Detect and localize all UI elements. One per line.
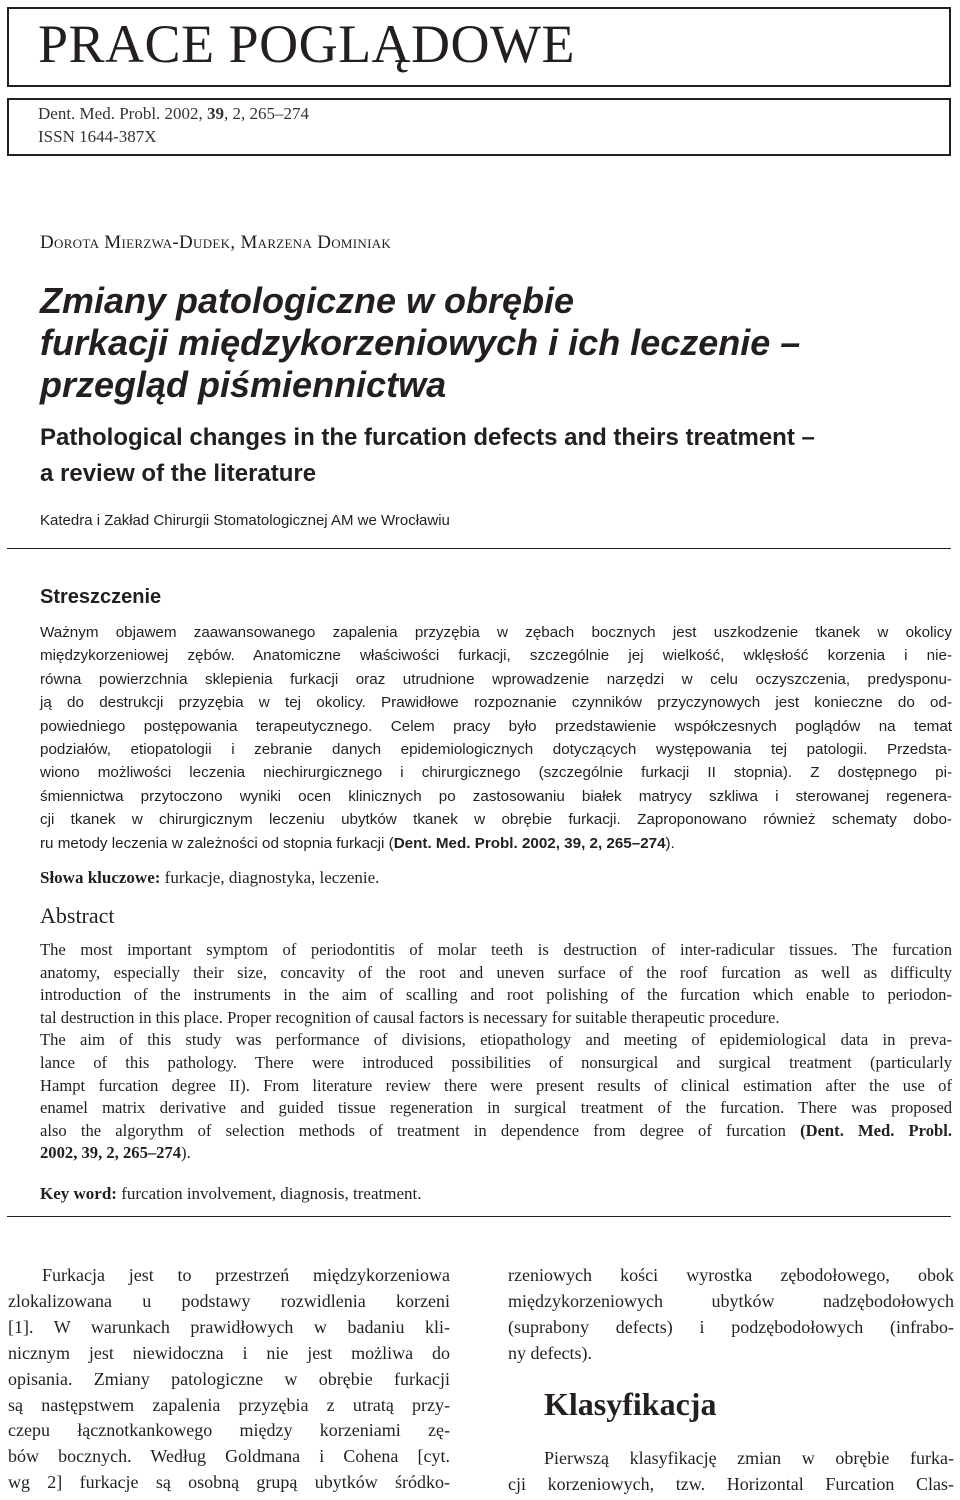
body-line: cji korzeniowych, tzw. Horizontal Furcation Clas- <box>508 1473 954 1494</box>
title-pl-line: Zmiany patologiczne w obrębie <box>40 280 575 321</box>
streszczenie-line: powiedniego postępowania terapeutycznego. Celem pracy było przedstawienie współczesnych poglądów na temat <box>40 717 952 735</box>
authors: Dorota Mierzwa-Dudek, Marzena Dominiak <box>40 232 392 253</box>
keywords-label: Słowa kluczowe: <box>40 868 161 887</box>
citation-suffix: , 2, 265–274 <box>224 104 310 123</box>
body-line: Furkacja jest to przestrzeń międzykorzeniowa <box>42 1265 450 1285</box>
line9-text: also the algorythm of selection methods of treatment in dependence from degree of furcation <box>40 1120 801 1140</box>
streszczenie-line: wiono możliwości leczenia niechirurgicznego i chirurgicznego (szczególnie furkacji II stopnia). Z dostępnego pi- <box>40 764 952 782</box>
body-line: bów bocznych. Według Goldmana i Cohena [cyt. <box>8 1446 450 1467</box>
title-en-line: a review of the literature <box>40 460 317 487</box>
body-line: (suprabony defects) i podzębodołowych (infrabo- <box>508 1316 954 1337</box>
streszczenie-last-line <box>40 832 952 855</box>
line10-citation: 2002, 39, 2, 265–274 <box>40 1143 182 1163</box>
body-line: czepu łącznotkankowego między korzeniami zę- <box>8 1420 450 1441</box>
body-line: rzeniowych kości wyrostka zębodołowego, obok <box>508 1265 954 1285</box>
body-line: wg 2] furkacje są osobną grupą ubytków śródko- <box>8 1472 450 1493</box>
abstract-line: tal destruction in this place. Proper recognition of causal factors is necessary for suitable therapeutic procedure. <box>40 1007 780 1027</box>
title-pl-line: furkacji międzykorzeniowych i ich leczenie – <box>40 322 801 363</box>
abstract-line: anatomy, especially their size, concavity of the root and uneven surface of the roof furcation as well as difficulty <box>40 962 952 982</box>
body-line: międzykorzeniowych ubytków nadzębodołowych <box>508 1290 954 1311</box>
journal-citation <box>38 104 309 124</box>
streszczenie-line: ją do destrukcji przyzębia w tej okolicy. Prawidłowe rozpoznanie czynników przyczynowych jest konieczne do od- <box>40 694 952 712</box>
body-right-column-continued <box>508 1446 954 1498</box>
keywords-values: furkacje, diagnostyka, leczenie. <box>160 868 380 887</box>
abstract-line: lance of this pathology. There were introduced possibilities of nonsurgical and surgical treatment (particularly <box>40 1052 952 1072</box>
abstract-body <box>40 939 952 1165</box>
abstract-line: introduction of the instruments in the aim of scalling and root polishing of the furcation which enable to periodon- <box>40 985 952 1005</box>
abstract-heading: Abstract <box>40 903 115 928</box>
body-line: ny defects). <box>508 1342 592 1363</box>
keywords-polish <box>40 868 379 888</box>
body-line: zlokalizowana u podstawy rozwidlenia korzeni <box>8 1290 450 1311</box>
abstract-line: Hampt furcation degree II). From literature review there were present results of clinical estimation after the use of <box>40 1075 952 1095</box>
body-line: są następstwem zapalenia przyzębia z utratą przy- <box>8 1394 450 1415</box>
body-right-column <box>508 1263 954 1367</box>
streszczenie-line: podziałów, etiopatologii i zebranie danych epidemiologicznych dotyczących występowania tej patologii. Przedsta- <box>40 741 952 759</box>
last-line-text: ru metody leczenia w zależności od stopnia furkacji ( <box>40 834 394 852</box>
abstract-line-10 <box>40 1142 952 1165</box>
streszczenie-line: śmiennictwa przytoczono wyniki ocen klinicznych po zastosowaniu białek matrycy szkliwa i sterowanej regenera- <box>40 787 952 805</box>
streszczenie-body <box>40 621 952 855</box>
abstract-line-9 <box>40 1120 952 1143</box>
streszczenie-line: cji tkanek w chirurgicznym leczeniu ubytków tkanek w obrębie furkacji. Zaproponowano również schematy dobo- <box>40 811 952 829</box>
body-left-column <box>8 1263 450 1496</box>
issn: ISSN 1644-387X <box>38 127 157 146</box>
title-pl-line: przegląd piśmiennictwa <box>40 364 447 405</box>
abstract-line: The most important symptom of periodontitis of molar teeth is destruction of inter-radicular tissues. The furcation <box>40 940 952 959</box>
title-english <box>40 420 920 492</box>
divider <box>7 1216 951 1217</box>
body-line: nicznym jest niewidoczna i nie jest możliwa do <box>8 1342 450 1363</box>
section-heading-klasyfikacja: Klasyfikacja <box>544 1386 717 1422</box>
keywords-label: Key word: <box>40 1184 117 1203</box>
title-polish <box>40 280 920 406</box>
citation-volume: 39 <box>207 104 225 123</box>
body-line: opisania. Zmiany patologiczne w obrębie furkacji <box>8 1368 450 1389</box>
streszczenie-line: równa powierzchnia sklepienia furkacji oraz utrudnione wprowadzenie narzędzi w celu oczyszczenia, predysponu- <box>40 670 952 688</box>
body-line: Pierwszą klasyfikację zmian w obrębie furka- <box>544 1448 954 1468</box>
title-en-line: Pathological changes in the furcation defects and theirs treatment – <box>40 424 815 451</box>
section-title: PRACE POGLĄDOWE <box>38 14 576 74</box>
keywords-values: furcation involvement, diagnosis, treatment. <box>116 1184 422 1203</box>
last-line-citation: Dent. Med. Probl. 2002, 39, 2, 265–274 <box>393 834 666 852</box>
line10-end: ). <box>181 1143 191 1163</box>
affiliation: Katedra i Zakład Chirurgii Stomatologicznej AM we Wrocławiu <box>40 512 450 529</box>
streszczenie-line: międzykorzeniowej zębów. Anatomiczne właściwości furkacji, szczególnie jej wielkość, wklęsłość korzenia i nie- <box>40 647 952 665</box>
abstract-line: The aim of this study was performance of divisions, etiopathology and meeting of epidemiological data in preva- <box>40 1030 952 1050</box>
last-line-end: ). <box>665 834 675 852</box>
streszczenie-line: Ważnym objawem zaawansowanego zapalenia przyzębia w zębach bocznych jest uszkodzenie tkanek w okolicy <box>40 624 952 641</box>
line9-citation: (Dent. Med. Probl. <box>800 1120 953 1140</box>
keywords-english <box>40 1184 421 1204</box>
citation-prefix: Dent. Med. Probl. 2002, <box>38 104 208 123</box>
body-line: [1]. W warunkach prawidłowych w badaniu kli- <box>8 1316 450 1337</box>
streszczenie-heading: Streszczenie <box>40 586 162 608</box>
abstract-line: enamel matrix derivative and guided tissue regeneration in surgical treatment of the furcation. There was proposed <box>40 1098 952 1118</box>
divider <box>7 548 951 549</box>
